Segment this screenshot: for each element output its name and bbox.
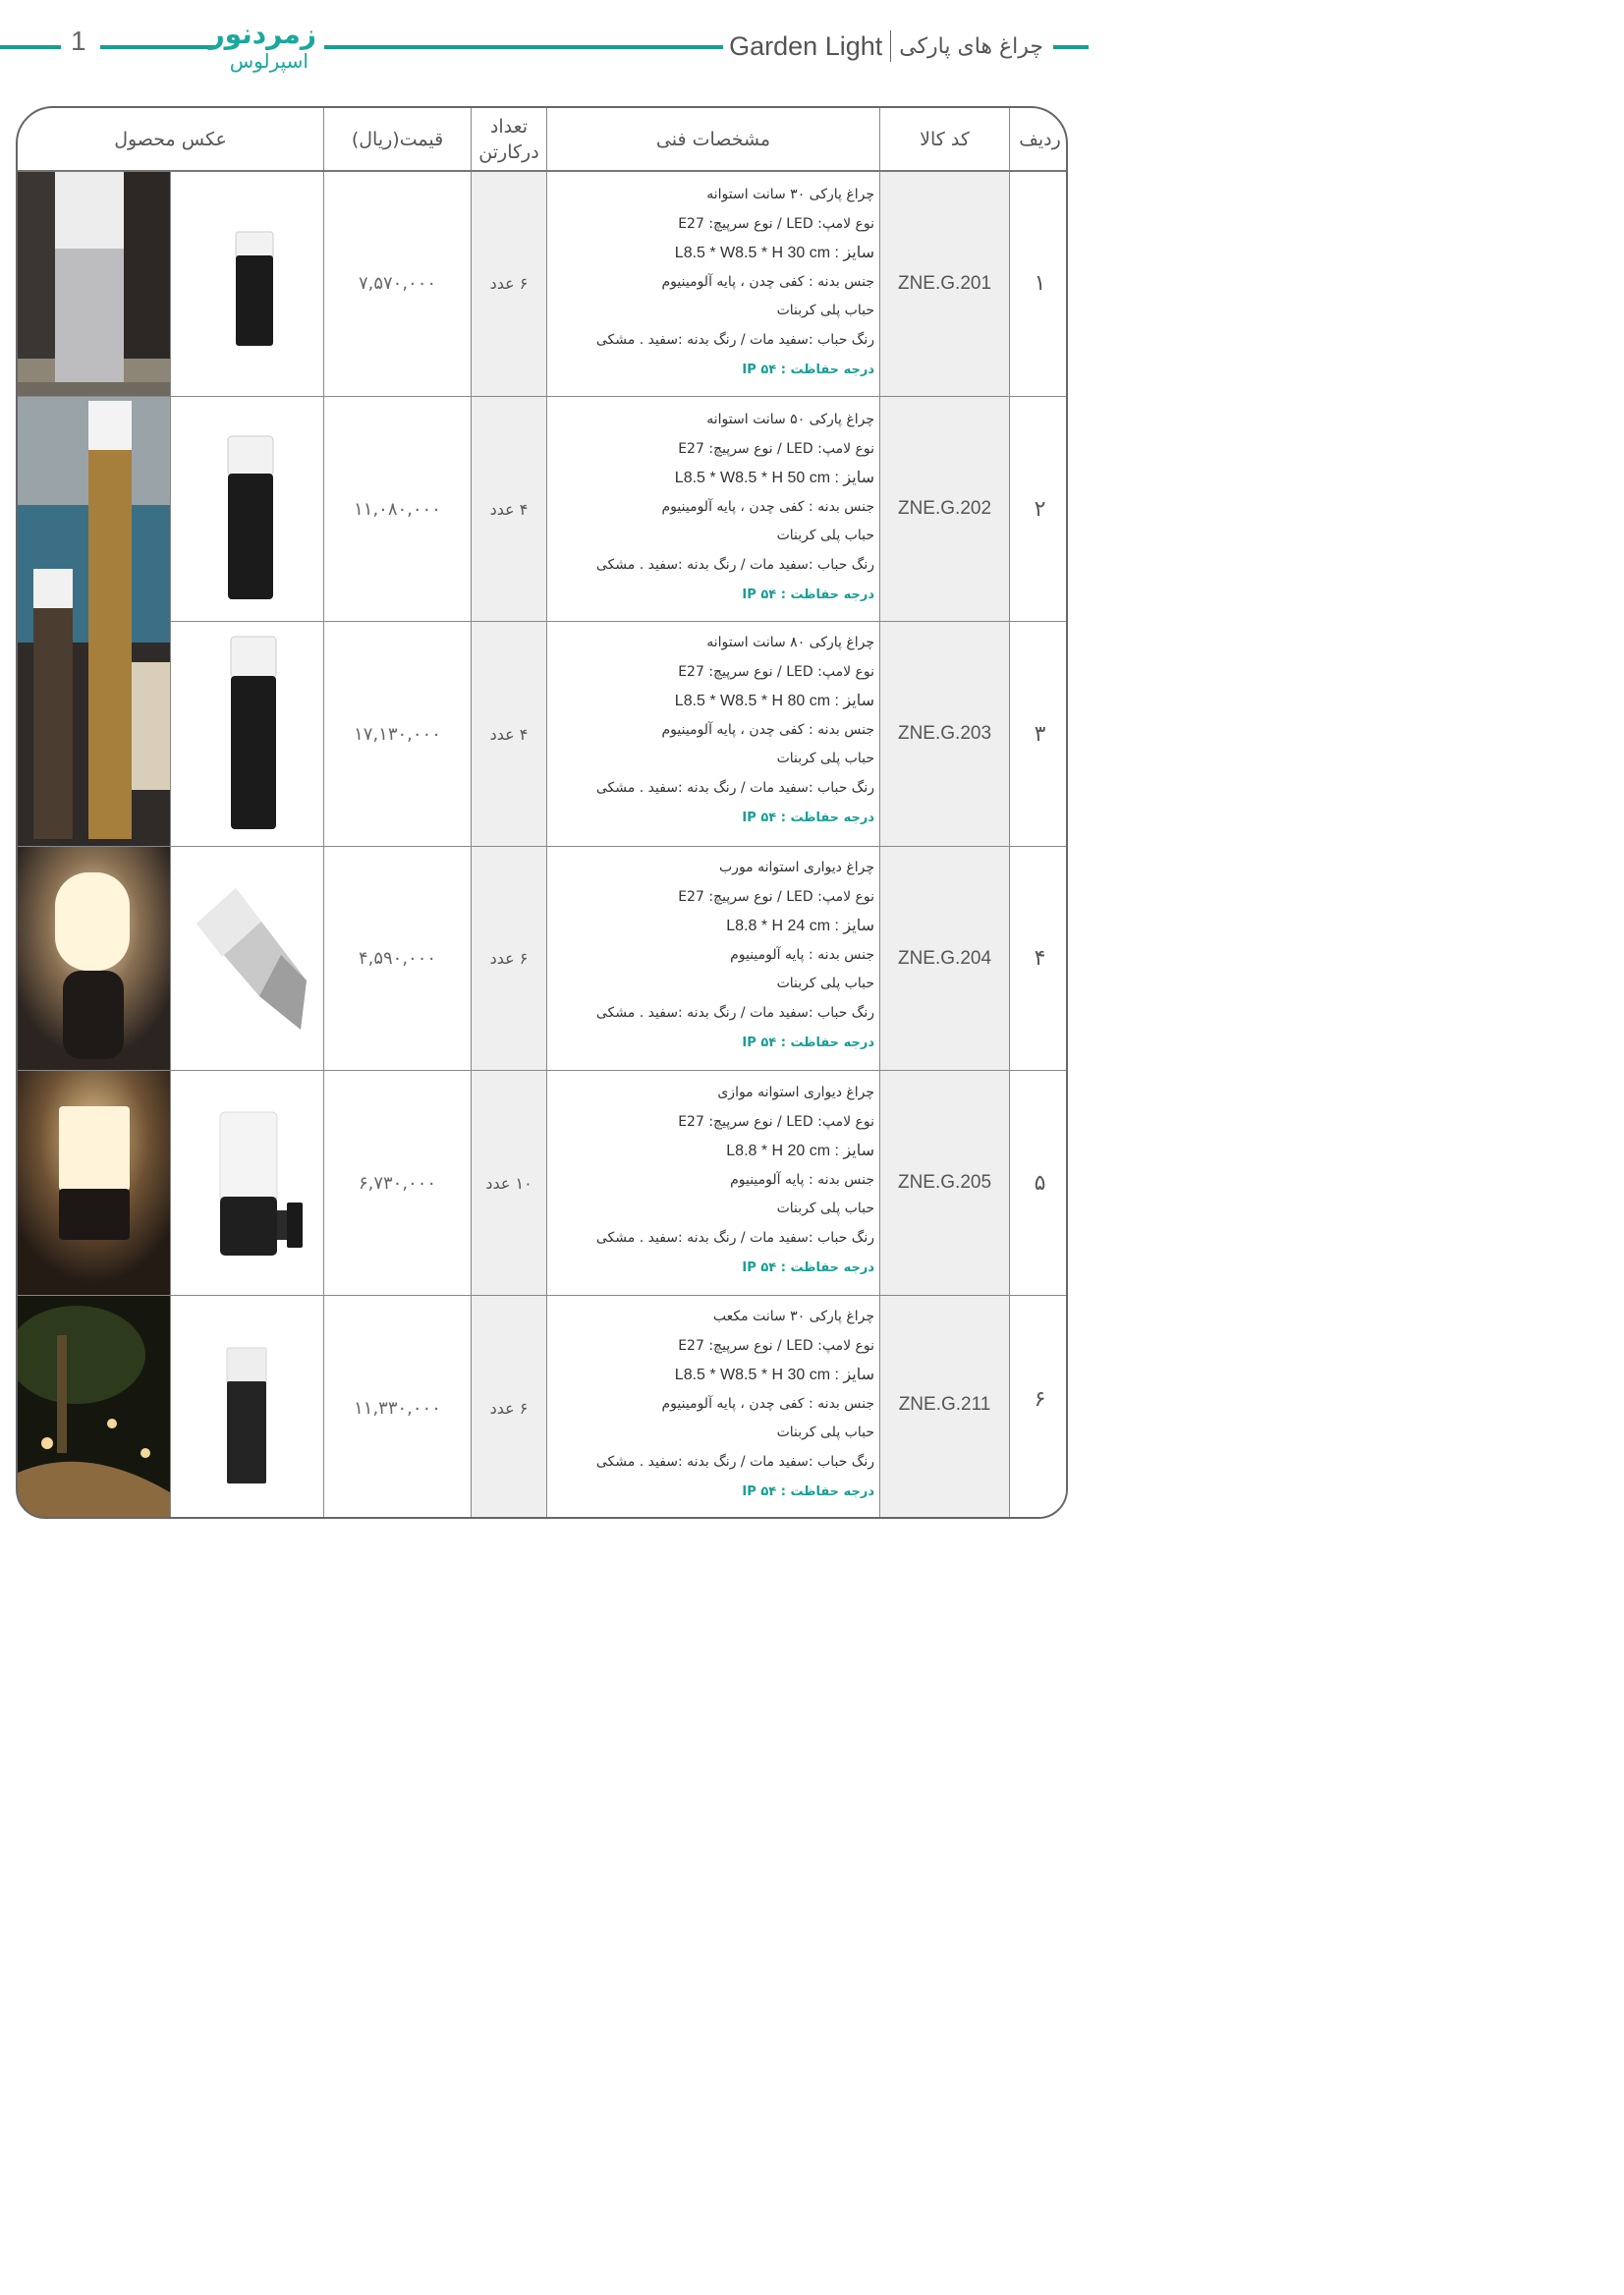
spec-ip-rating: درجه حفاظت : IP ۵۴ — [742, 587, 874, 602]
spec-material: جنس بدنه : پایه آلومینیوم — [730, 1171, 874, 1188]
spec-title: چراغ پارکی ۳۰ سانت مکعب — [712, 1309, 874, 1324]
logo-line2: اسپرلوس — [229, 49, 308, 73]
product-specs — [596, 629, 874, 832]
spec-bulb: حباب پلی کربنات — [776, 1425, 874, 1441]
product-image-bollard-30 — [232, 230, 277, 348]
spec-bulb: حباب پلی کربنات — [776, 751, 874, 767]
spec-material: جنس بدنه : کفی چدن ، پایه آلومینیوم — [661, 498, 874, 515]
header-qty-line2: درکارتن — [478, 141, 539, 163]
spec-color: رنگ حباب :سفید مات / رنگ بدنه :سفید . مشکی — [595, 1229, 874, 1246]
header-line-right — [1053, 45, 1089, 49]
spec-lamp: نوع لامپ: LED / نوع سرپیچ: E27 — [678, 663, 874, 680]
page-number: 1 — [71, 26, 86, 56]
spec-size: سایز : L8.5 * W8.5 * H 50 cm — [674, 470, 874, 487]
price: ۴,۵۹۰,۰۰۰ — [358, 948, 437, 969]
price: ۱۱,۳۳۰,۰۰۰ — [354, 1397, 441, 1419]
carton-qty: ۴ عدد — [489, 724, 529, 744]
spec-color: رنگ حباب :سفید مات / رنگ بدنه :سفید . مشکی — [595, 556, 874, 573]
spec-lamp: نوع لامپ: LED / نوع سرپیچ: E27 — [678, 1113, 874, 1130]
brand-logo — [208, 18, 322, 75]
spec-ip-rating: درجه حفاظت : IP ۵۴ — [742, 810, 874, 825]
spec-size: سایز : L8.8 * H 24 cm — [726, 918, 874, 935]
spec-lamp: نوع لامپ: LED / نوع سرپیچ: E27 — [678, 440, 874, 457]
row-number: ۲ — [1034, 496, 1046, 522]
col-divider — [546, 108, 547, 1517]
title-english: Garden Light — [729, 30, 883, 61]
product-specs — [596, 854, 874, 1057]
spec-size: سایز : L8.8 * H 20 cm — [726, 1143, 874, 1160]
product-specs — [596, 406, 874, 609]
carton-qty: ۶ عدد — [489, 274, 529, 293]
spec-lamp: نوع لامپ: LED / نوع سرپیچ: E27 — [678, 888, 874, 905]
spec-ip-rating: درجه حفاظت : IP ۵۴ — [742, 362, 874, 377]
product-image-wall-parallel — [216, 1108, 307, 1259]
carton-qty: ۶ عدد — [489, 949, 529, 968]
product-code: ZNE.G.205 — [897, 1172, 992, 1193]
product-code: ZNE.G.204 — [897, 947, 992, 969]
product-code: ZNE.G.202 — [897, 498, 992, 519]
title-persian: چراغ های پارکی — [899, 33, 1043, 59]
spec-material: جنس بدنه : پایه آلومینیوم — [730, 946, 874, 963]
header-row-number: ردیف — [1019, 129, 1061, 150]
spec-title: چراغ پارکی ۵۰ سانت استوانه — [706, 412, 874, 427]
ambient-photo-garden-bollard — [18, 172, 170, 396]
spec-ip-rating: درجه حفاظت : IP ۵۴ — [742, 1259, 874, 1275]
spec-ip-rating: درجه حفاظت : IP ۵۴ — [742, 1035, 874, 1050]
logo-line1: زمردنور — [208, 18, 316, 50]
product-image-bollard-80 — [228, 635, 279, 831]
ambient-photo-mall-bollards — [18, 397, 170, 846]
col-divider — [170, 171, 171, 1517]
spec-lamp: نوع لامپ: LED / نوع سرپیچ: E27 — [678, 215, 874, 232]
spec-material: جنس بدنه : کفی چدن ، پایه آلومینیوم — [661, 273, 874, 290]
product-image-bollard-50 — [226, 434, 275, 601]
spec-bulb: حباب پلی کربنات — [776, 303, 874, 319]
header-line-mid — [324, 45, 737, 49]
header-photo: عکس محصول — [114, 129, 227, 150]
row-number: ۳ — [1034, 721, 1046, 747]
spec-color: رنگ حباب :سفید مات / رنگ بدنه :سفید . مشکی — [595, 1453, 874, 1470]
carton-qty: ۴ عدد — [489, 499, 529, 519]
row-number: ۱ — [1034, 271, 1046, 296]
spec-bulb: حباب پلی کربنات — [776, 528, 874, 544]
row-number: ۵ — [1034, 1170, 1046, 1196]
ambient-photo-garden-path — [18, 1296, 170, 1519]
price: ۷,۵۷۰,۰۰۰ — [358, 273, 437, 294]
spec-size: سایز : L8.5 * W8.5 * H 80 cm — [674, 693, 874, 710]
header-specs: مشخصات فنی — [655, 129, 771, 150]
product-code: ZNE.G.203 — [897, 723, 992, 744]
product-image-wall-angled — [191, 886, 308, 1034]
product-specs — [596, 1303, 874, 1506]
price-table — [16, 106, 1068, 1519]
spec-color: رنگ حباب :سفید مات / رنگ بدنه :سفید . مشکی — [595, 331, 874, 348]
product-image-bollard-cube — [224, 1346, 269, 1485]
spec-size: سایز : L8.5 * W8.5 * H 30 cm — [674, 245, 874, 262]
header-qty — [472, 108, 546, 171]
header-code: کد کالا — [920, 129, 970, 150]
page-header — [0, 0, 1089, 98]
spec-title: چراغ پارکی ۳۰ سانت استوانه — [706, 187, 874, 202]
carton-qty: ۶ عدد — [489, 1398, 529, 1418]
header-line-left — [0, 45, 61, 49]
spec-bulb: حباب پلی کربنات — [776, 1201, 874, 1217]
carton-qty: ۱۰ عدد — [485, 1173, 532, 1193]
spec-ip-rating: درجه حفاظت : IP ۵۴ — [742, 1483, 874, 1499]
product-code: ZNE.G.201 — [897, 272, 992, 294]
spec-lamp: نوع لامپ: LED / نوع سرپیچ: E27 — [678, 1337, 874, 1354]
price: ۶,۷۳۰,۰۰۰ — [358, 1172, 437, 1194]
product-specs — [596, 181, 874, 384]
spec-title: چراغ پارکی ۸۰ سانت استوانه — [706, 635, 874, 650]
spec-material: جنس بدنه : کفی چدن ، پایه آلومینیوم — [661, 721, 874, 738]
price: ۱۷,۱۳۰,۰۰۰ — [354, 723, 441, 745]
ambient-photo-wall-parallel — [18, 1071, 170, 1295]
spec-title: چراغ دیواری استوانه موازی — [717, 1085, 874, 1100]
spec-color: رنگ حباب :سفید مات / رنگ بدنه :سفید . مشکی — [595, 1004, 874, 1021]
row-number: ۶ — [1034, 1386, 1046, 1412]
spec-size: سایز : L8.5 * W8.5 * H 30 cm — [674, 1367, 874, 1384]
price: ۱۱,۰۸۰,۰۰۰ — [354, 498, 441, 520]
title-divider — [890, 30, 891, 62]
spec-title: چراغ دیواری استوانه مورب — [719, 860, 874, 875]
spec-color: رنگ حباب :سفید مات / رنگ بدنه :سفید . مشکی — [595, 779, 874, 796]
page-title — [723, 28, 1049, 65]
ambient-photo-wall-angled — [18, 847, 170, 1070]
row-number: ۴ — [1034, 946, 1046, 971]
product-specs — [596, 1079, 874, 1282]
header-qty-line1: تعداد — [489, 116, 529, 138]
header-price: قیمت(ریال) — [351, 129, 444, 150]
product-code: ZNE.G.211 — [898, 1394, 991, 1415]
spec-bulb: حباب پلی کربنات — [776, 976, 874, 992]
spec-material: جنس بدنه : کفی چدن ، پایه آلومینیوم — [661, 1395, 874, 1412]
header-line-mid-left — [100, 45, 216, 49]
